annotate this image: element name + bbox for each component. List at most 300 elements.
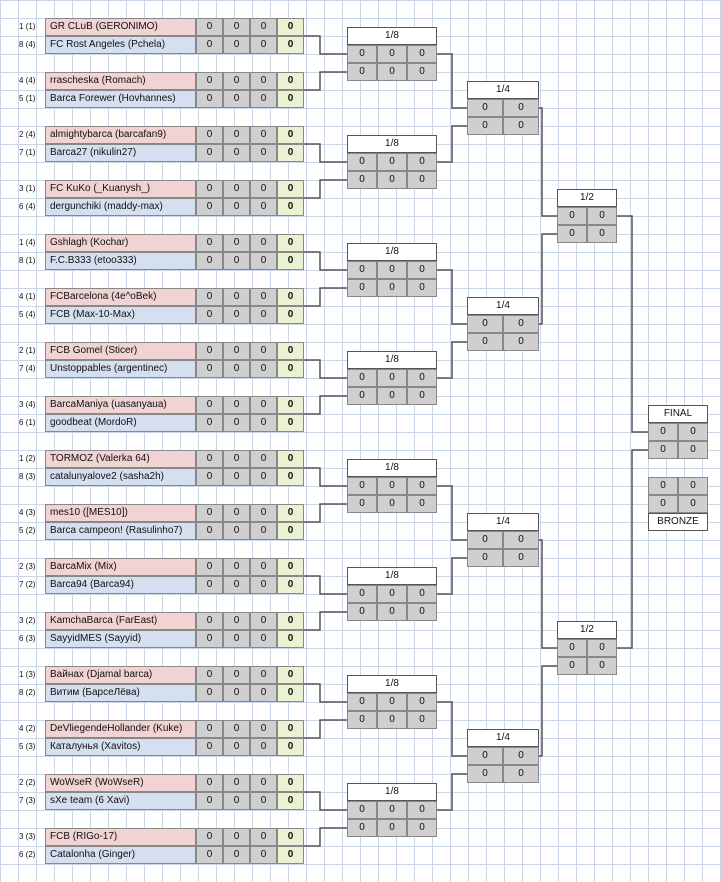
seed-label: 4 (2) xyxy=(19,724,36,733)
r16-box-score-cell[interactable]: 0 xyxy=(407,63,437,81)
team-name-cell[interactable]: FCB (RIGo-17) xyxy=(45,828,196,846)
team-name-cell[interactable]: SayyidMES (Sayyid) xyxy=(45,630,196,648)
game-score-cell[interactable]: 0 xyxy=(196,576,223,594)
game-score-cell[interactable]: 0 xyxy=(250,846,277,864)
game-score-cell[interactable]: 0 xyxy=(250,252,277,270)
game-score-cell[interactable]: 0 xyxy=(196,126,223,144)
connector-line xyxy=(304,792,347,810)
bronze-score-cell[interactable]: 0 xyxy=(678,495,708,513)
game-score-cell[interactable]: 0 xyxy=(223,252,250,270)
sf-box-score-cell[interactable]: 0 xyxy=(557,639,587,657)
game-score-cell[interactable]: 0 xyxy=(223,72,250,90)
game-score-cell[interactable]: 0 xyxy=(223,396,250,414)
game-score-cell[interactable]: 0 xyxy=(250,360,277,378)
r16-box-score-cell[interactable]: 0 xyxy=(347,387,377,405)
connector-line xyxy=(539,108,557,216)
total-score-cell[interactable]: 0 xyxy=(277,180,304,198)
total-score-cell[interactable]: 0 xyxy=(277,306,304,324)
connector-line xyxy=(304,288,347,306)
sf-box-score-cell[interactable]: 0 xyxy=(587,225,617,243)
qf-box-score-cell[interactable]: 0 xyxy=(467,747,503,765)
r16-box-score-cell[interactable]: 0 xyxy=(407,369,437,387)
qf-box-score-cell[interactable]: 0 xyxy=(503,333,539,351)
r16-box-score-cell[interactable]: 0 xyxy=(377,711,407,729)
game-score-cell[interactable]: 0 xyxy=(250,396,277,414)
r16-box-score-cell[interactable]: 0 xyxy=(407,711,437,729)
team-name-cell[interactable]: DeVliegendeHollander (Kuke) xyxy=(45,720,196,738)
game-score-cell[interactable]: 0 xyxy=(196,774,223,792)
total-score-cell[interactable]: 0 xyxy=(277,342,304,360)
connector-line xyxy=(617,216,648,432)
connector-line xyxy=(539,234,557,324)
team-name-cell[interactable]: WoWseR (WoWseR) xyxy=(45,774,196,792)
game-score-cell[interactable]: 0 xyxy=(196,414,223,432)
game-score-cell[interactable]: 0 xyxy=(223,792,250,810)
game-score-cell[interactable]: 0 xyxy=(250,774,277,792)
game-score-cell[interactable]: 0 xyxy=(223,576,250,594)
team-name-cell[interactable]: Barca campeon! (Rasulinho7) xyxy=(45,522,196,540)
game-score-cell[interactable]: 0 xyxy=(223,846,250,864)
seed-label: 4 (4) xyxy=(19,76,36,85)
r16-box-title: 1/8 xyxy=(347,459,437,477)
total-score-cell[interactable]: 0 xyxy=(277,828,304,846)
connector-line xyxy=(437,270,467,324)
r16-box-score-cell[interactable]: 0 xyxy=(347,711,377,729)
r16-box-title: 1/8 xyxy=(347,675,437,693)
game-score-cell[interactable]: 0 xyxy=(250,504,277,522)
game-score-cell[interactable]: 0 xyxy=(196,198,223,216)
game-score-cell[interactable]: 0 xyxy=(250,630,277,648)
game-score-cell[interactable]: 0 xyxy=(196,504,223,522)
r16-box-score-cell[interactable]: 0 xyxy=(407,279,437,297)
game-score-cell[interactable]: 0 xyxy=(196,396,223,414)
game-score-cell[interactable]: 0 xyxy=(250,738,277,756)
total-score-cell[interactable]: 0 xyxy=(277,774,304,792)
r16-box-score-cell[interactable]: 0 xyxy=(407,585,437,603)
r16-box-score-cell[interactable]: 0 xyxy=(377,261,407,279)
total-score-cell[interactable]: 0 xyxy=(277,396,304,414)
bronze-title: BRONZE xyxy=(648,513,708,531)
team-name-cell[interactable]: F.C.B333 (etoo333) xyxy=(45,252,196,270)
game-score-cell[interactable]: 0 xyxy=(223,738,250,756)
game-score-cell[interactable]: 0 xyxy=(196,846,223,864)
game-score-cell[interactable]: 0 xyxy=(196,144,223,162)
game-score-cell[interactable]: 0 xyxy=(223,306,250,324)
game-score-cell[interactable]: 0 xyxy=(250,828,277,846)
team-name-cell[interactable]: dergunchiki (maddy-max) xyxy=(45,198,196,216)
game-score-cell[interactable]: 0 xyxy=(196,468,223,486)
total-score-cell[interactable]: 0 xyxy=(277,126,304,144)
r16-box-title: 1/8 xyxy=(347,351,437,369)
bronze-score-cell[interactable]: 0 xyxy=(648,477,678,495)
qf-box-title: 1/4 xyxy=(467,513,539,531)
team-name-cell[interactable]: FCB (Max-10-Max) xyxy=(45,306,196,324)
total-score-cell[interactable]: 0 xyxy=(277,450,304,468)
game-score-cell[interactable]: 0 xyxy=(250,558,277,576)
r16-box-score-cell[interactable]: 0 xyxy=(377,63,407,81)
r16-box-title: 1/8 xyxy=(347,783,437,801)
game-score-cell[interactable]: 0 xyxy=(250,90,277,108)
game-score-cell[interactable]: 0 xyxy=(196,306,223,324)
game-score-cell[interactable]: 0 xyxy=(250,522,277,540)
sf-box-score-cell[interactable]: 0 xyxy=(557,207,587,225)
game-score-cell[interactable]: 0 xyxy=(223,504,250,522)
game-score-cell[interactable]: 0 xyxy=(223,36,250,54)
sf-box-score-cell[interactable]: 0 xyxy=(557,225,587,243)
seed-label: 7 (4) xyxy=(19,364,36,373)
r16-box-score-cell[interactable]: 0 xyxy=(347,801,377,819)
team-name-cell[interactable]: mes10 ([MES10]) xyxy=(45,504,196,522)
game-score-cell[interactable]: 0 xyxy=(250,414,277,432)
game-score-cell[interactable]: 0 xyxy=(196,288,223,306)
seed-label: 3 (1) xyxy=(19,184,36,193)
team-name-cell[interactable]: FCB Gomel (Sticer) xyxy=(45,342,196,360)
r16-box-score-cell[interactable]: 0 xyxy=(407,603,437,621)
connector-line xyxy=(304,36,347,54)
sf-box-score-cell[interactable]: 0 xyxy=(587,207,617,225)
qf-box-score-cell[interactable]: 0 xyxy=(503,765,539,783)
game-score-cell[interactable]: 0 xyxy=(196,612,223,630)
r16-box-score-cell[interactable]: 0 xyxy=(347,585,377,603)
sf-box-score-cell[interactable]: 0 xyxy=(587,657,617,675)
game-score-cell[interactable]: 0 xyxy=(196,666,223,684)
connector-line xyxy=(437,126,467,162)
total-score-cell[interactable]: 0 xyxy=(277,252,304,270)
game-score-cell[interactable]: 0 xyxy=(250,144,277,162)
seed-label: 1 (1) xyxy=(19,22,36,31)
r16-box-score-cell[interactable]: 0 xyxy=(407,477,437,495)
r16-box-score-cell[interactable]: 0 xyxy=(347,45,377,63)
total-score-cell[interactable]: 0 xyxy=(277,414,304,432)
game-score-cell[interactable]: 0 xyxy=(223,126,250,144)
game-score-cell[interactable]: 0 xyxy=(196,522,223,540)
game-score-cell[interactable]: 0 xyxy=(196,234,223,252)
total-score-cell[interactable]: 0 xyxy=(277,360,304,378)
game-score-cell[interactable]: 0 xyxy=(223,360,250,378)
r16-box-score-cell[interactable]: 0 xyxy=(407,819,437,837)
total-score-cell[interactable]: 0 xyxy=(277,468,304,486)
game-score-cell[interactable]: 0 xyxy=(250,684,277,702)
game-score-cell[interactable]: 0 xyxy=(196,828,223,846)
game-score-cell[interactable]: 0 xyxy=(223,522,250,540)
game-score-cell[interactable]: 0 xyxy=(196,792,223,810)
total-score-cell[interactable]: 0 xyxy=(277,576,304,594)
game-score-cell[interactable]: 0 xyxy=(250,612,277,630)
game-score-cell[interactable]: 0 xyxy=(223,612,250,630)
game-score-cell[interactable]: 0 xyxy=(250,450,277,468)
game-score-cell[interactable]: 0 xyxy=(250,792,277,810)
game-score-cell[interactable]: 0 xyxy=(223,666,250,684)
sf-box-score-cell[interactable]: 0 xyxy=(557,657,587,675)
sf-box-title: 1/2 xyxy=(557,621,617,639)
team-name-cell[interactable]: FC Rost Angeles (Pchela) xyxy=(45,36,196,54)
game-score-cell[interactable]: 0 xyxy=(223,18,250,36)
r16-box-score-cell[interactable]: 0 xyxy=(377,477,407,495)
game-score-cell[interactable]: 0 xyxy=(223,288,250,306)
r16-box-score-cell[interactable]: 0 xyxy=(347,603,377,621)
team-name-cell[interactable]: Barca Forewer (Hovhannes) xyxy=(45,90,196,108)
team-name-cell[interactable]: Gshlagh (Kochar) xyxy=(45,234,196,252)
game-score-cell[interactable]: 0 xyxy=(223,144,250,162)
total-score-cell[interactable]: 0 xyxy=(277,198,304,216)
game-score-cell[interactable]: 0 xyxy=(223,198,250,216)
r16-box-score-cell[interactable]: 0 xyxy=(407,387,437,405)
team-name-cell[interactable]: Catalonha (Ginger) xyxy=(45,846,196,864)
qf-box-score-cell[interactable]: 0 xyxy=(467,549,503,567)
total-score-cell[interactable]: 0 xyxy=(277,738,304,756)
game-score-cell[interactable]: 0 xyxy=(196,90,223,108)
qf-box-title: 1/4 xyxy=(467,729,539,747)
total-score-cell[interactable]: 0 xyxy=(277,684,304,702)
team-name-cell[interactable]: GR CLuB (GERONIMO) xyxy=(45,18,196,36)
game-score-cell[interactable]: 0 xyxy=(223,468,250,486)
seed-label: 2 (3) xyxy=(19,562,36,571)
qf-box-score-cell[interactable]: 0 xyxy=(467,531,503,549)
r16-box-title: 1/8 xyxy=(347,135,437,153)
game-score-cell[interactable]: 0 xyxy=(223,450,250,468)
seed-label: 7 (3) xyxy=(19,796,36,805)
total-score-cell[interactable]: 0 xyxy=(277,846,304,864)
game-score-cell[interactable]: 0 xyxy=(223,342,250,360)
connector-line xyxy=(539,540,557,648)
r16-box-score-cell[interactable]: 0 xyxy=(407,261,437,279)
total-score-cell[interactable]: 0 xyxy=(277,558,304,576)
total-score-cell[interactable]: 0 xyxy=(277,612,304,630)
team-name-cell[interactable]: BarcaMix (Mix) xyxy=(45,558,196,576)
qf-box-score-cell[interactable]: 0 xyxy=(503,549,539,567)
connector-line xyxy=(304,396,347,414)
game-score-cell[interactable]: 0 xyxy=(196,18,223,36)
total-score-cell[interactable]: 0 xyxy=(277,72,304,90)
connector-line xyxy=(304,684,347,702)
game-score-cell[interactable]: 0 xyxy=(223,90,250,108)
r16-box-title: 1/8 xyxy=(347,27,437,45)
r16-box-score-cell[interactable]: 0 xyxy=(347,153,377,171)
total-score-cell[interactable]: 0 xyxy=(277,234,304,252)
game-score-cell[interactable]: 0 xyxy=(196,450,223,468)
game-score-cell[interactable]: 0 xyxy=(250,666,277,684)
sf-box-title: 1/2 xyxy=(557,189,617,207)
game-score-cell[interactable]: 0 xyxy=(223,180,250,198)
seed-label: 1 (4) xyxy=(19,238,36,247)
seed-label: 6 (1) xyxy=(19,418,36,427)
team-name-cell[interactable]: sXe team (6 Xavi) xyxy=(45,792,196,810)
r16-box-score-cell[interactable]: 0 xyxy=(377,153,407,171)
qf-box-score-cell[interactable]: 0 xyxy=(503,531,539,549)
seed-label: 6 (2) xyxy=(19,850,36,859)
game-score-cell[interactable]: 0 xyxy=(196,180,223,198)
team-name-cell[interactable]: KamchaBarca (FarEast) xyxy=(45,612,196,630)
game-score-cell[interactable]: 0 xyxy=(250,468,277,486)
game-score-cell[interactable]: 0 xyxy=(223,720,250,738)
team-name-cell[interactable]: catalunyalove2 (sasha2h) xyxy=(45,468,196,486)
r16-box-score-cell[interactable]: 0 xyxy=(347,369,377,387)
team-name-cell[interactable]: TORMOZ (Valerka 64) xyxy=(45,450,196,468)
team-name-cell[interactable]: Barca27 (nikulin27) xyxy=(45,144,196,162)
r16-box-score-cell[interactable]: 0 xyxy=(377,801,407,819)
r16-box-score-cell[interactable]: 0 xyxy=(377,819,407,837)
game-score-cell[interactable]: 0 xyxy=(196,738,223,756)
final-box-score-cell[interactable]: 0 xyxy=(678,423,708,441)
game-score-cell[interactable]: 0 xyxy=(250,126,277,144)
r16-box-score-cell[interactable]: 0 xyxy=(377,495,407,513)
game-score-cell[interactable]: 0 xyxy=(196,342,223,360)
connector-line xyxy=(617,450,648,648)
connector-line xyxy=(304,612,347,630)
connector-line xyxy=(437,558,467,594)
total-score-cell[interactable]: 0 xyxy=(277,522,304,540)
total-score-cell[interactable]: 0 xyxy=(277,288,304,306)
total-score-cell[interactable]: 0 xyxy=(277,144,304,162)
game-score-cell[interactable]: 0 xyxy=(196,558,223,576)
team-name-cell[interactable]: FC KuKo (_Kuanysh_) xyxy=(45,180,196,198)
team-name-cell[interactable]: rrascheska (Romach) xyxy=(45,72,196,90)
team-name-cell[interactable]: Каталунья (Xavitos) xyxy=(45,738,196,756)
seed-label: 1 (3) xyxy=(19,670,36,679)
qf-box-score-cell[interactable]: 0 xyxy=(467,765,503,783)
r16-box-score-cell[interactable]: 0 xyxy=(347,693,377,711)
game-score-cell[interactable]: 0 xyxy=(223,684,250,702)
r16-box-score-cell[interactable]: 0 xyxy=(347,477,377,495)
r16-box-title: 1/8 xyxy=(347,243,437,261)
team-name-cell[interactable]: FCBarcelona (4e^oBek) xyxy=(45,288,196,306)
qf-box-score-cell[interactable]: 0 xyxy=(503,99,539,117)
total-score-cell[interactable]: 0 xyxy=(277,504,304,522)
game-score-cell[interactable]: 0 xyxy=(223,558,250,576)
bronze-score-cell[interactable]: 0 xyxy=(678,477,708,495)
final-box-score-cell[interactable]: 0 xyxy=(678,441,708,459)
qf-box-score-cell[interactable]: 0 xyxy=(467,315,503,333)
game-score-cell[interactable]: 0 xyxy=(250,180,277,198)
r16-box-title: 1/8 xyxy=(347,567,437,585)
game-score-cell[interactable]: 0 xyxy=(196,684,223,702)
game-score-cell[interactable]: 0 xyxy=(196,720,223,738)
qf-box-score-cell[interactable]: 0 xyxy=(503,747,539,765)
connector-line xyxy=(304,468,347,486)
game-score-cell[interactable]: 0 xyxy=(223,630,250,648)
r16-box-score-cell[interactable]: 0 xyxy=(377,387,407,405)
game-score-cell[interactable]: 0 xyxy=(250,18,277,36)
seed-label: 5 (2) xyxy=(19,526,36,535)
qf-box-score-cell[interactable]: 0 xyxy=(467,333,503,351)
total-score-cell[interactable]: 0 xyxy=(277,90,304,108)
seed-label: 8 (2) xyxy=(19,688,36,697)
team-name-cell[interactable]: goodbeat (MordoR) xyxy=(45,414,196,432)
r16-box-score-cell[interactable]: 0 xyxy=(377,369,407,387)
total-score-cell[interactable]: 0 xyxy=(277,18,304,36)
r16-box-score-cell[interactable]: 0 xyxy=(407,45,437,63)
bronze-score-cell[interactable]: 0 xyxy=(648,495,678,513)
seed-label: 4 (3) xyxy=(19,508,36,517)
r16-box-score-cell[interactable]: 0 xyxy=(377,585,407,603)
team-name-cell[interactable]: Витим (БарсеЛёва) xyxy=(45,684,196,702)
seed-label: 8 (3) xyxy=(19,472,36,481)
r16-box-score-cell[interactable]: 0 xyxy=(377,171,407,189)
game-score-cell[interactable]: 0 xyxy=(250,342,277,360)
r16-box-score-cell[interactable]: 0 xyxy=(347,495,377,513)
team-name-cell[interactable]: Вайнах (Djamal barca) xyxy=(45,666,196,684)
r16-box-score-cell[interactable]: 0 xyxy=(347,261,377,279)
game-score-cell[interactable]: 0 xyxy=(196,36,223,54)
game-score-cell[interactable]: 0 xyxy=(250,36,277,54)
connector-line xyxy=(304,252,347,270)
sf-box-score-cell[interactable]: 0 xyxy=(587,639,617,657)
seed-label: 5 (3) xyxy=(19,742,36,751)
total-score-cell[interactable]: 0 xyxy=(277,792,304,810)
r16-box-score-cell[interactable]: 0 xyxy=(407,171,437,189)
seed-label: 6 (3) xyxy=(19,634,36,643)
connector-line xyxy=(304,360,347,378)
game-score-cell[interactable]: 0 xyxy=(250,720,277,738)
game-score-cell[interactable]: 0 xyxy=(250,198,277,216)
r16-box-score-cell[interactable]: 0 xyxy=(347,279,377,297)
total-score-cell[interactable]: 0 xyxy=(277,630,304,648)
game-score-cell[interactable]: 0 xyxy=(250,576,277,594)
game-score-cell[interactable]: 0 xyxy=(250,288,277,306)
r16-box-score-cell[interactable]: 0 xyxy=(377,603,407,621)
connector-line xyxy=(304,720,347,738)
team-name-cell[interactable]: almightybarca (barcafan9) xyxy=(45,126,196,144)
seed-label: 8 (1) xyxy=(19,256,36,265)
seed-label: 2 (4) xyxy=(19,130,36,139)
team-name-cell[interactable]: Unstoppables (argentinec) xyxy=(45,360,196,378)
final-box-score-cell[interactable]: 0 xyxy=(648,423,678,441)
r16-box-score-cell[interactable]: 0 xyxy=(347,63,377,81)
r16-box-score-cell[interactable]: 0 xyxy=(347,819,377,837)
seed-label: 3 (3) xyxy=(19,832,36,841)
r16-box-score-cell[interactable]: 0 xyxy=(407,693,437,711)
game-score-cell[interactable]: 0 xyxy=(223,414,250,432)
game-score-cell[interactable]: 0 xyxy=(223,828,250,846)
r16-box-score-cell[interactable]: 0 xyxy=(377,693,407,711)
r16-box-score-cell[interactable]: 0 xyxy=(347,171,377,189)
r16-box-score-cell[interactable]: 0 xyxy=(377,45,407,63)
r16-box-score-cell[interactable]: 0 xyxy=(407,801,437,819)
game-score-cell[interactable]: 0 xyxy=(223,774,250,792)
game-score-cell[interactable]: 0 xyxy=(250,234,277,252)
game-score-cell[interactable]: 0 xyxy=(223,234,250,252)
qf-box-score-cell[interactable]: 0 xyxy=(503,315,539,333)
seed-label: 5 (4) xyxy=(19,310,36,319)
r16-box-score-cell[interactable]: 0 xyxy=(377,279,407,297)
game-score-cell[interactable]: 0 xyxy=(250,306,277,324)
team-name-cell[interactable]: BarcaManiya (uasanyaua) xyxy=(45,396,196,414)
total-score-cell[interactable]: 0 xyxy=(277,720,304,738)
total-score-cell[interactable]: 0 xyxy=(277,666,304,684)
connector-line xyxy=(304,576,347,594)
game-score-cell[interactable]: 0 xyxy=(196,252,223,270)
seed-label: 4 (1) xyxy=(19,292,36,301)
qf-box-score-cell[interactable]: 0 xyxy=(503,117,539,135)
qf-box-title: 1/4 xyxy=(467,81,539,99)
r16-box-score-cell[interactable]: 0 xyxy=(407,495,437,513)
connector-line xyxy=(437,486,467,540)
connector-line xyxy=(437,54,467,108)
final-box-title: FINAL xyxy=(648,405,708,423)
game-score-cell[interactable]: 0 xyxy=(250,72,277,90)
qf-box-score-cell[interactable]: 0 xyxy=(467,99,503,117)
team-name-cell[interactable]: Barca94 (Barca94) xyxy=(45,576,196,594)
qf-box-score-cell[interactable]: 0 xyxy=(467,117,503,135)
connector-line xyxy=(539,666,557,756)
r16-box-score-cell[interactable]: 0 xyxy=(407,153,437,171)
game-score-cell[interactable]: 0 xyxy=(196,72,223,90)
game-score-cell[interactable]: 0 xyxy=(196,360,223,378)
total-score-cell[interactable]: 0 xyxy=(277,36,304,54)
connector-line xyxy=(304,828,347,846)
game-score-cell[interactable]: 0 xyxy=(196,630,223,648)
final-box-score-cell[interactable]: 0 xyxy=(648,441,678,459)
